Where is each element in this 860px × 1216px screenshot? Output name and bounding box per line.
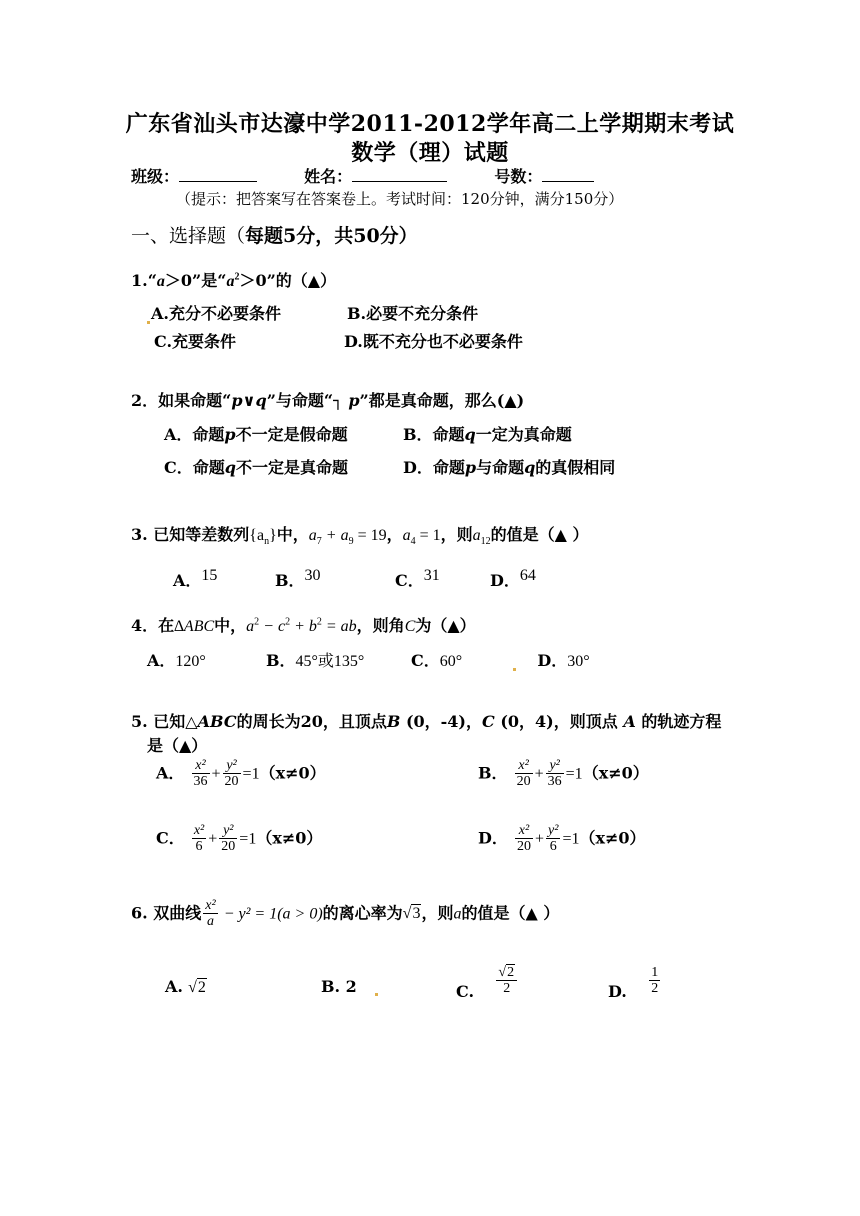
class-blank xyxy=(179,165,257,182)
q2-option-d xyxy=(403,455,615,478)
q2-b-pre: B．命题 xyxy=(403,425,465,444)
question-3-stem xyxy=(131,522,589,547)
section-title xyxy=(131,221,418,248)
q5-c-d1: 6 xyxy=(195,839,203,855)
q3-a-label: A． xyxy=(173,571,202,590)
q3-eq2b: = 1 xyxy=(415,527,441,544)
q5-d-d1: 20 xyxy=(516,839,531,855)
q5-b-n1: x² xyxy=(515,758,533,774)
q4-eq-end: = ab xyxy=(321,618,357,635)
q1-option-a xyxy=(146,301,281,324)
q5-abc: ABC xyxy=(197,712,237,731)
q5-prefix: 5. 已知△ xyxy=(131,712,198,731)
q6-c-label: C. xyxy=(456,982,475,1002)
q4-triangle: ∆ABC xyxy=(174,618,215,635)
q5-var-a: A xyxy=(623,712,636,731)
q4-eq-c: − c xyxy=(259,618,286,635)
q4-eq-a-sup: 2 xyxy=(254,616,260,628)
q1-end: ＞0”的（▲） xyxy=(239,271,337,290)
q6-num: x² xyxy=(205,898,216,913)
q4-eq-b-sup: 2 xyxy=(316,616,322,628)
q2-d-var: p xyxy=(464,458,477,477)
q5-a-eq: =1 xyxy=(242,765,260,783)
q1-gt0: ＞0”是“ xyxy=(164,271,227,290)
q2-option-a xyxy=(164,422,348,445)
section-title-b: 每题5分，共50分） xyxy=(245,225,418,247)
q4-eq-b: + b xyxy=(290,618,317,635)
q6-option-c: C. $\frac{√2}{2}$ xyxy=(456,965,519,997)
q3-eq2a-sub: 4 xyxy=(410,536,416,548)
exam-title-line1: 广东省汕头市达濠中学2011-2012学年高二上学期期末考试 xyxy=(125,111,735,137)
q6-root: 3 xyxy=(412,905,421,923)
q2-c-pre: C．命题 xyxy=(164,458,225,477)
q6-c-num-root: 2 xyxy=(507,965,515,980)
q6-b-label: B. 2 xyxy=(321,977,357,996)
q3-eq1a: a xyxy=(308,527,317,544)
q3-mid1: 中， xyxy=(276,525,309,544)
q5-b-cond: （x≠0） xyxy=(582,763,649,783)
q6-end: 的值是（▲ ） xyxy=(461,903,560,923)
q3-option-a xyxy=(173,568,217,591)
q5-b-coord: (0，-4)， xyxy=(405,712,483,731)
q6-eq: − y² = 1(a > 0) xyxy=(219,905,323,923)
q3-c-val: 31 xyxy=(423,567,440,584)
q5-a-n1: x² xyxy=(192,758,210,774)
question-5-stem xyxy=(131,709,721,732)
q5-d-label: D． xyxy=(478,828,508,848)
q5-a-cond: （x≠0） xyxy=(259,763,326,783)
q5-b-d2: 36 xyxy=(547,774,562,790)
q5-c-d2: 20 xyxy=(221,839,236,855)
q3-option-d xyxy=(490,568,536,591)
q4-eq-a: a xyxy=(246,618,255,635)
q4-a-val: 120° xyxy=(175,653,206,670)
exam-title-line2: 数学（理）试题 xyxy=(351,140,509,166)
q3-then: ，则 xyxy=(440,525,473,544)
q3-eq1b: + a xyxy=(321,527,349,544)
q5-b-label: B． xyxy=(478,763,508,783)
question-4-stem xyxy=(131,613,476,636)
q6-mid: 的离心率为 xyxy=(322,903,403,923)
q5-end1: 的轨迹方程 xyxy=(641,712,722,731)
name-blank xyxy=(352,165,447,182)
q4-option-c xyxy=(411,648,462,671)
q1-option-d: D.既不充分也不必要条件 xyxy=(344,332,523,351)
q1-sq: 2 xyxy=(234,271,240,283)
q3-end: 的值是（▲ ） xyxy=(490,525,589,544)
q4-prefix: 4．在 xyxy=(131,616,175,635)
q3-seq-sub: n xyxy=(264,536,270,548)
q3-eq2a: a xyxy=(402,527,411,544)
q2-end: ”都是真命题，那么(▲) xyxy=(359,391,525,410)
q5-b-n2: y² xyxy=(546,758,564,774)
q5-option-b: B． $\frac{\text{x²}}{20}$ + $\frac{\text{y²}}{36}$ =1（x≠0） xyxy=(478,758,649,790)
q3-a-val: 15 xyxy=(201,567,218,584)
q2-or: ∨ xyxy=(242,391,256,410)
q4-d-val: 30° xyxy=(567,653,590,670)
q5-d-cond: （x≠0） xyxy=(579,828,646,848)
q4-option-a xyxy=(147,648,206,671)
q3-b-val: 30 xyxy=(304,567,321,584)
q5-option-c: C． $\frac{\text{x²}}{6}$ + $\frac{\text{y²}}{20}$ =1（x≠0） xyxy=(156,823,323,855)
q3-eq3-sub: 12 xyxy=(480,536,491,548)
q5-a-d2: 20 xyxy=(224,774,239,790)
q3-b-label: B． xyxy=(275,571,305,590)
q5-option-d: D． $\frac{\text{x²}}{20}$ + $\frac{\text{y²}}{6}$ =1（x≠0） xyxy=(478,823,646,855)
q2-option-b xyxy=(403,422,572,445)
q3-c-label: C． xyxy=(395,571,424,590)
q3-option-c xyxy=(395,568,440,591)
name-label: 姓名： xyxy=(304,167,353,186)
q3-option-b xyxy=(275,568,321,591)
q5-option-a: A． $\frac{\text{x²}}{36}$ + $\frac{\text{y²}}{20}$ =1（x≠0） xyxy=(156,758,326,790)
q4-var-c: C xyxy=(404,618,416,635)
q2-d-var2: q xyxy=(524,458,536,477)
q3-eq3: a xyxy=(472,527,481,544)
q4-option-d xyxy=(512,648,590,671)
q6-option-a: A. √2 xyxy=(165,977,206,996)
q4-b-label: B． xyxy=(266,651,296,670)
q5-b-d1: 20 xyxy=(516,774,531,790)
q2-b-post: 一定为真命题 xyxy=(475,425,572,444)
q6-then: ，则 xyxy=(421,903,454,923)
q2-b-var: q xyxy=(464,425,476,444)
q3-comma: ， xyxy=(386,525,403,544)
q4-c-val: 60° xyxy=(439,653,463,670)
q2-c-post: 不一定是真命题 xyxy=(235,458,348,477)
q1-var-a: a xyxy=(156,273,165,290)
q5-d-n2: y² xyxy=(548,823,559,838)
q2-mid: ”与命题“ xyxy=(266,391,334,410)
q6-den: a xyxy=(206,914,214,930)
q4-option-b xyxy=(266,648,364,671)
q6-a-label: A. xyxy=(165,977,183,996)
q5-var-b: B xyxy=(386,712,401,731)
q3-d-val: 64 xyxy=(519,567,536,584)
q2-d-post: 的真假相同 xyxy=(535,458,616,477)
q3-seq: {a xyxy=(249,527,265,544)
number-blank xyxy=(542,165,594,182)
q5-c-coord: (0，4)，则顶点 xyxy=(500,712,618,731)
q4-mid: 中， xyxy=(214,616,247,635)
question-1-stem xyxy=(131,268,336,291)
q3-d-label: D． xyxy=(490,571,520,590)
q4-c-label: C． xyxy=(411,651,440,670)
q4-d-label: D． xyxy=(537,651,568,670)
class-label: 班级： xyxy=(131,167,180,186)
q6-var-a: a xyxy=(453,905,462,923)
q2-var-p2: p xyxy=(348,391,360,410)
q5-c-n1: x² xyxy=(193,823,205,838)
q6-prefix: 6. 双曲线 xyxy=(131,903,202,923)
q1-prefix: 1.“ xyxy=(131,271,157,290)
q1-option-a-text: A.充分不必要条件 xyxy=(151,304,281,323)
q2-d-pre: D．命题 xyxy=(403,458,465,477)
q6-d-den: 2 xyxy=(651,981,659,997)
q1-option-c: C.充要条件 xyxy=(154,332,237,351)
q5-c-label: C． xyxy=(156,828,185,848)
q3-eq1c: = 19 xyxy=(353,527,387,544)
question-2-stem xyxy=(131,388,524,411)
q5-c-n2: y² xyxy=(219,823,237,839)
q5-b-eq: =1 xyxy=(565,765,583,783)
q2-var-p: p xyxy=(231,391,243,410)
q4-b-val: 45°或135° xyxy=(295,653,365,670)
q6-option-b xyxy=(321,977,379,996)
q6-d-label: D. xyxy=(608,982,627,1002)
section-title-a: 一、选择题（ xyxy=(131,225,246,247)
q3-prefix: 3. 已知等差数列 xyxy=(131,525,250,544)
q2-d-mid: 与命题 xyxy=(476,458,525,477)
q6-option-d xyxy=(608,965,662,1002)
q5-c-eq: =1 xyxy=(239,830,257,848)
q3-seq-close: } xyxy=(269,527,277,544)
exam-hint: （提示：把答案写在答案卷上。考试时间：120分钟，满分150分） xyxy=(176,190,624,208)
q5-stem-line2: 是（▲） xyxy=(147,736,208,755)
student-info-row xyxy=(131,164,594,187)
number-label: 号数： xyxy=(494,167,543,186)
q5-d-d2: 6 xyxy=(549,839,557,855)
q5-a-n2: y² xyxy=(223,758,241,774)
q2-a-post: 不一定是假命题 xyxy=(235,425,348,444)
q6-sqrt: √3 xyxy=(402,905,421,923)
q6-d-num: 1 xyxy=(651,965,659,980)
question-6-stem xyxy=(131,898,559,930)
q2-var-q: q xyxy=(255,391,267,410)
q5-d-n1: x² xyxy=(515,823,533,839)
q2-a-var: p xyxy=(224,425,236,444)
q5-var-c: C xyxy=(482,712,495,731)
q3-eq1b-sub: 9 xyxy=(348,536,354,548)
q4-eq-c-sup: 2 xyxy=(285,616,291,628)
q2-prefix: 2．如果命题“ xyxy=(131,391,232,410)
q6-a-root: 2 xyxy=(197,979,206,996)
q4-end: 为（▲） xyxy=(415,616,476,635)
q6-c-den: 2 xyxy=(503,981,511,997)
q2-a-pre: A．命题 xyxy=(164,425,225,444)
q4-a-label: A． xyxy=(147,651,176,670)
q5-d-eq: =1 xyxy=(562,830,580,848)
q3-eq1a-sub: 7 xyxy=(316,536,322,548)
q2-c-var: q xyxy=(224,458,236,477)
q5-c-cond: （x≠0） xyxy=(256,828,323,848)
q4-then: ，则角 xyxy=(356,616,405,635)
q2-not: ┐ xyxy=(333,391,343,410)
q1-var-a2: a xyxy=(226,273,235,290)
q5-a-d1: 36 xyxy=(193,774,208,790)
q5-mid1: 的周长为20，且顶点 xyxy=(236,712,387,731)
q5-a-label: A． xyxy=(156,763,185,783)
q1-option-b: B.必要不充分条件 xyxy=(347,304,479,323)
q2-option-c xyxy=(164,455,348,478)
